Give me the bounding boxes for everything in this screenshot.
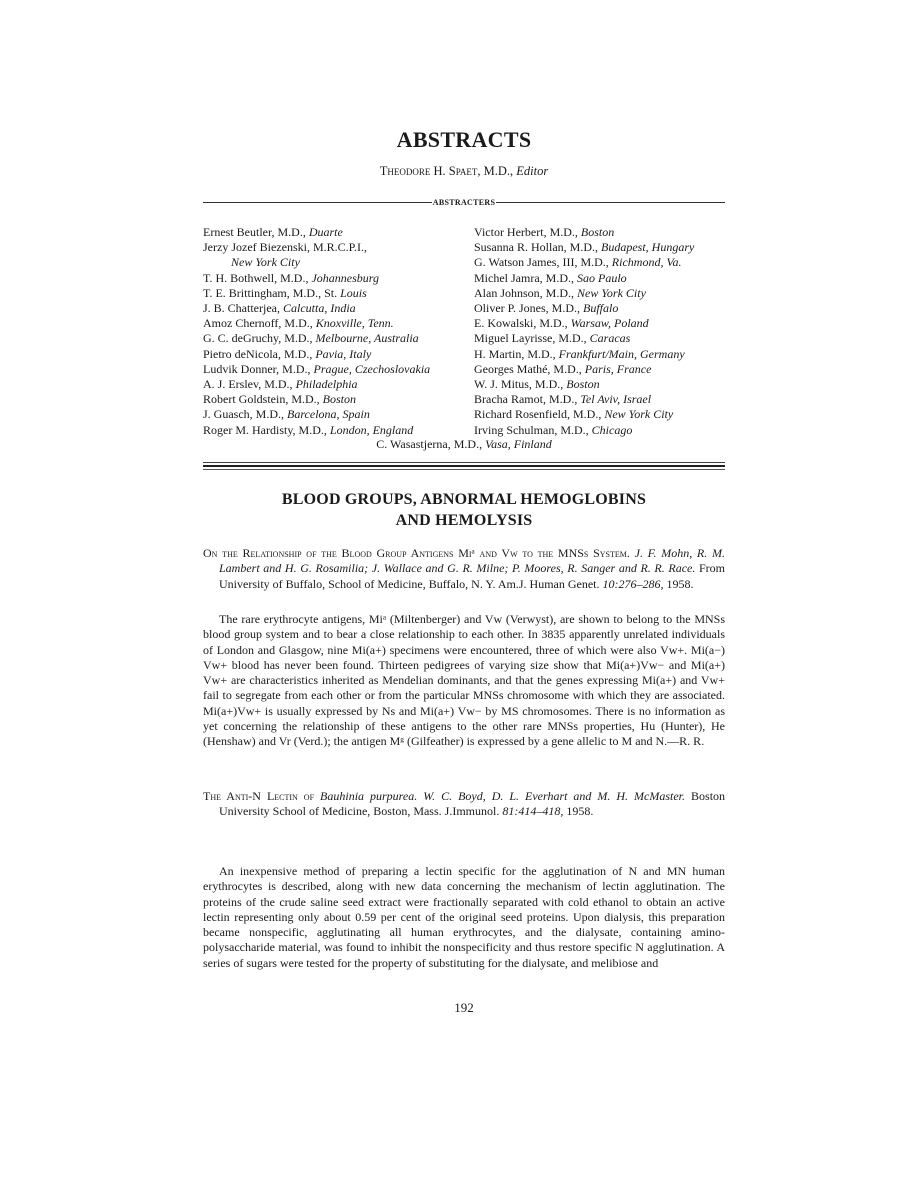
abstracter-place: Pavia, Italy: [315, 346, 372, 361]
article-year: 1958.: [666, 576, 694, 591]
abstracter-name: T. E. Brittingham, M.D., St.: [203, 285, 341, 300]
abstracter-place: Melbourne, Australia: [315, 331, 419, 346]
abstracter-entry: [203, 240, 430, 255]
abstracter-place: Buffalo: [583, 301, 619, 316]
abstracter-entry: [203, 423, 430, 438]
abstracter-entry: [474, 240, 694, 255]
abstracter-place: Frankfurt/Main, Germany: [558, 346, 685, 361]
editor-line: [203, 164, 725, 179]
abstracter-entry: [474, 392, 694, 407]
abstracter-name: Pietro deNicola, M.D.,: [203, 346, 316, 361]
article-authors: W. C. Boyd, D. L. Everhart and M. H. McMaster.: [423, 789, 686, 803]
abstracter-entry: [203, 286, 430, 301]
abstracters-left-column: [203, 225, 430, 438]
section-divider: [203, 462, 725, 470]
abstracter-entry: [474, 362, 694, 377]
abstracter-place: Boston: [322, 392, 357, 407]
abstracter-entry: [474, 316, 694, 331]
abstracter-entry: [203, 255, 430, 270]
divider-rule: [496, 202, 725, 203]
abstracter-place: Sao Paulo: [576, 270, 627, 285]
abstracter-name: H. Martin, M.D.,: [474, 346, 559, 361]
abstracter-place: Johannesburg: [311, 270, 379, 285]
abstracter-name: Ludvik Donner, M.D.,: [203, 361, 314, 376]
abstracter-place: Richmond, Va.: [611, 255, 682, 270]
abstracter-place: Caracas: [589, 331, 631, 346]
article-citation: 81:414–418,: [502, 804, 564, 819]
article-abstract: The rare erythrocyte antigens, Miᵃ (Miltenberger) and Vw (Verwyst), are shown to belong to the MNSs blood group system and to bear a close relationship to each other. In 3835 apparently unrelated individuals of London and Glasgow, nine Mi(a+) specimens were encountered, three of which were also Vw+. Mi(a−) Vw+ blood has never been found. Thirteen pedigrees of varying size show that Mi(a+)Vw− and Mi(a+) Vw+ are characteristics inherited as Mendelian dominants, and that the genes expressing Mi(a+) and Vw+ fail to segregate from each other or from the particular MNSs chromosome with which they are associated. Mi(a+)Vw+ is usually expressed by Ns and Mi(a+) Vw− by MS chromosomes. There is no information as yet concerning the relationship of these antigens to the other rare MNSs properties, Hu (Hunter), He (Henshaw) and Vr (Verd.); the antigen Mᵍ (Gilfeather) is expressed by a gene allelic to M and N.—R. R.: [203, 612, 725, 749]
abstracter-place: Boston: [566, 377, 600, 392]
abstracter-entry: [203, 301, 430, 316]
abstracter-name: Roger M. Hardisty, M.D.,: [203, 422, 330, 437]
abstracter-name: W. J. Mitus, M.D.,: [474, 377, 567, 392]
article-affiliation: From University of Buffalo, School of Medicine, Buffalo, N. Y. Am.J. Human Genet.: [219, 561, 725, 591]
abstracter-entry: [474, 407, 694, 422]
divider-rule: [203, 462, 725, 463]
abstracter-name: A. J. Erslev, M.D.,: [203, 377, 296, 392]
section-title-line-1: BLOOD GROUPS, ABNORMAL HEMOGLOBINS: [281, 491, 647, 508]
article-authors: J. F. Mohn, R. M. Lambert and H. G. Rosamilia; J. Wallace and G. R. Milne; P. Moores, R. Sanger and R. R. Race.: [219, 546, 725, 576]
abstracters-label: ABSTRACTERS: [432, 198, 496, 207]
article-abstract: An inexpensive method of preparing a lectin specific for the agglutination of N and MN human erythrocytes is described, along with new data concerning the mechanism of lectin agglutination. The proteins of the crude saline seed extract were fractionally separated with cold ethanol to obtain an active lectin representing only about 0.59 per cent of the original seed proteins. Upon dialysis, this preparation became nonspecific, agglutinating all human erythrocytes, and the dialysate, containing amino-polysaccharide material, was found to inhibit the nonspecificity and thus restore specific N agglutination. A series of sugars were tested for the property of substituting for the dialysate, and melibiose and: [203, 864, 725, 970]
abstracter-place: London, England: [329, 422, 414, 437]
abstracter-entry: [474, 347, 694, 362]
abstracter-place: Knoxville, Tenn.: [315, 316, 394, 331]
abstracter-name: C. Wasastjerna, M.D.,: [376, 437, 483, 451]
abstracter-name: Jerzy Jozef Biezenski, M.R.C.P.I.,: [203, 240, 367, 255]
abstracter-place: Boston: [580, 225, 615, 239]
abstracter-entry: [203, 347, 430, 362]
abstracter-entry: [474, 225, 694, 240]
abstracter-name: Georges Mathé, M.D.,: [474, 361, 585, 376]
abstracter-name: Alan Johnson, M.D.,: [474, 285, 578, 300]
article-year: 1958.: [566, 804, 594, 819]
abstracter-entry: [203, 331, 430, 346]
page-title: ABSTRACTS: [396, 127, 532, 152]
abstracter-entry: [203, 316, 430, 331]
abstracter-place: Tel Aviv, Israel: [580, 392, 652, 407]
abstracter-place: Duarte: [308, 225, 343, 239]
abstracter-place: New York City: [604, 407, 674, 422]
abstracter-place: New York City: [577, 285, 646, 300]
abstracter-entry: [203, 407, 430, 422]
abstracter-name: Richard Rosenfield, M.D.,: [474, 407, 605, 422]
abstracter-center: [203, 437, 725, 452]
abstracter-entry: [203, 271, 430, 286]
article-affiliation: Boston University School of Medicine, Boston, Mass. J.Immunol.: [219, 789, 726, 819]
abstracter-place: Philadelphia: [295, 377, 358, 392]
abstracter-name: J. Guasch, M.D.,: [203, 407, 287, 422]
page-number: 192: [454, 1000, 474, 1015]
abstracter-entry: [203, 392, 430, 407]
abstracter-place: Calcutta, India: [282, 301, 356, 316]
article-title: On the Relationship of the Blood Group Antigens Miᵃ and Vw to the MNSs System.: [203, 546, 630, 560]
editor-role: Editor: [516, 164, 549, 178]
article-title: The Anti-N Lectin of: [203, 789, 315, 803]
abstracter-name: G. C. deGruchy, M.D.,: [203, 331, 316, 346]
abstracter-name: T. H. Bothwell, M.D.,: [203, 270, 312, 285]
abstracter-place: Barcelona, Spain: [287, 407, 370, 422]
article-reference: [203, 546, 725, 592]
editor-name: Theodore H. Spaet, M.D.,: [379, 164, 514, 178]
abstracter-name: E. Kowalski, M.D.,: [474, 316, 571, 331]
abstracter-entry: [203, 225, 430, 240]
abstracter-place: Louis: [340, 285, 367, 300]
abstracter-name: Amoz Chernoff, M.D.,: [203, 316, 316, 331]
abstracter-name: Bracha Ramot, M.D.,: [474, 392, 581, 407]
divider-rule: [203, 465, 725, 467]
abstracters-right-column: [474, 225, 694, 438]
abstracter-entry: [203, 377, 430, 392]
abstracter-place: Chicago: [591, 422, 633, 437]
abstracter-place: Budapest, Hungary: [601, 240, 695, 255]
abstracter-place: Vasa, Finland: [485, 437, 552, 451]
abstracters-divider: [203, 198, 725, 207]
article-citation: 10:276–286,: [602, 576, 664, 591]
divider-rule: [203, 469, 725, 470]
abstracter-name: Irving Schulman, M.D.,: [474, 422, 592, 437]
abstracter-entry: [474, 255, 694, 270]
abstracter-entry: [203, 362, 430, 377]
abstracter-entry: [474, 271, 694, 286]
abstracter-name: Miguel Layrisse, M.D.,: [474, 331, 590, 346]
section-title-line-2: AND HEMOLYSIS: [395, 512, 533, 529]
abstracter-name: Robert Goldstein, M.D.,: [203, 392, 323, 407]
abstracter-name: Ernest Beutler, M.D.,: [203, 225, 309, 239]
abstracter-name: Oliver P. Jones, M.D.,: [474, 301, 584, 316]
article-species: Bauhinia purpurea.: [320, 789, 418, 803]
abstracter-entry: [474, 286, 694, 301]
abstracter-name: J. B. Chatterjea,: [203, 301, 283, 316]
abstracter-entry: [474, 423, 694, 438]
abstracter-name: G. Watson James, III, M.D.,: [474, 255, 612, 270]
section-heading: [203, 489, 725, 531]
abstracter-place: Prague, Czechoslovakia: [313, 361, 431, 376]
abstracter-place: Warsaw, Poland: [570, 316, 649, 331]
abstracter-entry: [474, 331, 694, 346]
article-reference: [203, 789, 725, 820]
abstracter-entry: [474, 301, 694, 316]
abstracter-name: Victor Herbert, M.D.,: [474, 225, 581, 239]
abstracter-entry: [474, 377, 694, 392]
abstracter-place: Paris, France: [584, 361, 652, 376]
abstracter-name: Susanna R. Hollan, M.D.,: [474, 240, 601, 255]
abstracter-place: New York City: [231, 255, 300, 270]
divider-rule: [203, 202, 432, 203]
abstracter-name: Michel Jamra, M.D.,: [474, 270, 577, 285]
